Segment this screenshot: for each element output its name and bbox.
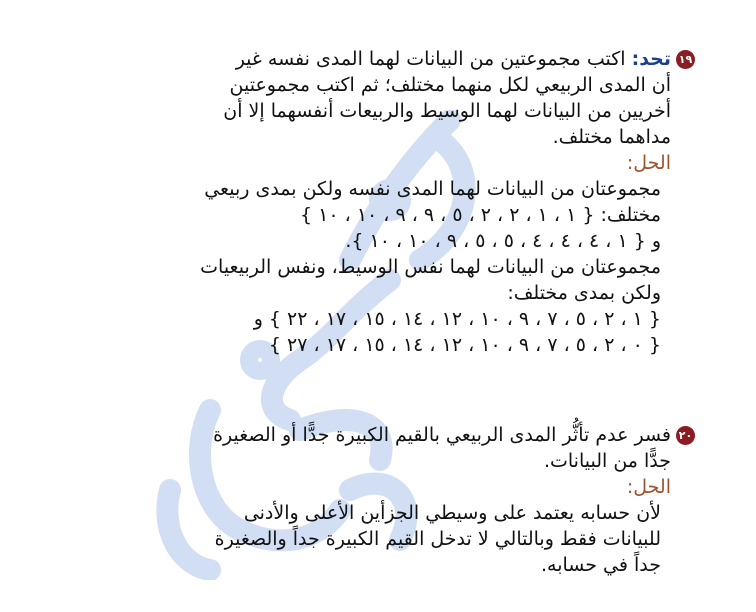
solution-label-20: الحل: xyxy=(626,476,671,498)
answer-19-line-6: { ١ ، ٢ ، ٥ ، ٧ ، ٩ ، ١٠ ، ١٢ ، ١٤ ، ١٥ ، ١٧ ، ٢٢ } و xyxy=(253,308,661,330)
answer-19-line-3: و { ١ ، ٤ ، ٤ ، ٤ ، ٥ ، ٥ ، ٩ ، ١٠ ، ١٠ }. xyxy=(345,230,661,252)
question-19-line-2: أن المدى الربيعي لكل منهما مختلف؛ ثم اكتب مجموعتين xyxy=(229,74,671,96)
answer-20-line-1: لأن حسابه يعتمد على وسيطي الجزأين الأعلى والأدنى xyxy=(243,502,661,524)
question-20-text xyxy=(213,422,693,474)
question-20 xyxy=(213,422,693,578)
question-19 xyxy=(200,46,693,358)
answer-19-line-2: مختلف: { ١ ، ١ ، ٢ ، ٢ ، ٥ ، ٩ ، ٩ ، ١٠ ، ١٠ } xyxy=(300,204,661,226)
question-19-line-3: أخريين من البيانات لهما الوسيط والربيعات أنفسهما إلا أن xyxy=(223,100,671,122)
answer-20 xyxy=(213,500,661,578)
question-number-19: ١٩ xyxy=(676,50,695,69)
answer-19 xyxy=(200,176,661,358)
question-19-line-4: مداهما مختلف. xyxy=(552,126,671,148)
question-20-line-2: جدًّا من البيانات. xyxy=(543,450,671,472)
solution-label-19: الحل: xyxy=(626,152,671,174)
answer-19-line-1: مجموعتان من البيانات لهما المدى نفسه ولكن بمدى ربيعي xyxy=(204,178,661,200)
answer-20-line-2: للبيانات فقط وبالتالي لا تدخل القيم الكبيرة جداً والصغيرة xyxy=(214,528,661,550)
challenge-label: تحد: xyxy=(631,48,671,70)
question-number-20: ٢٠ xyxy=(676,426,695,445)
question-19-text xyxy=(200,46,693,150)
question-19-line-1: تحد: اكتب مجموعتين من البيانات لهما المدى نفسه غير xyxy=(235,48,671,70)
answer-20-line-3: جداً في حسابه. xyxy=(541,554,661,576)
answer-19-line-7: { ٠ ، ٢ ، ٥ ، ٧ ، ٩ ، ١٠ ، ١٢ ، ١٤ ، ١٥ ، ١٧ ، ٢٧ } xyxy=(268,334,661,356)
answer-19-line-4: مجموعتان من البيانات لهما نفس الوسيط، ونفس الربيعيات xyxy=(200,256,661,278)
question-20-line-1: فسر عدم تأثُّر المدى الربيعي بالقيم الكبيرة جدًّا أو الصغيرة xyxy=(213,424,671,446)
answer-19-line-5: ولكن بمدى مختلف: xyxy=(507,282,661,304)
